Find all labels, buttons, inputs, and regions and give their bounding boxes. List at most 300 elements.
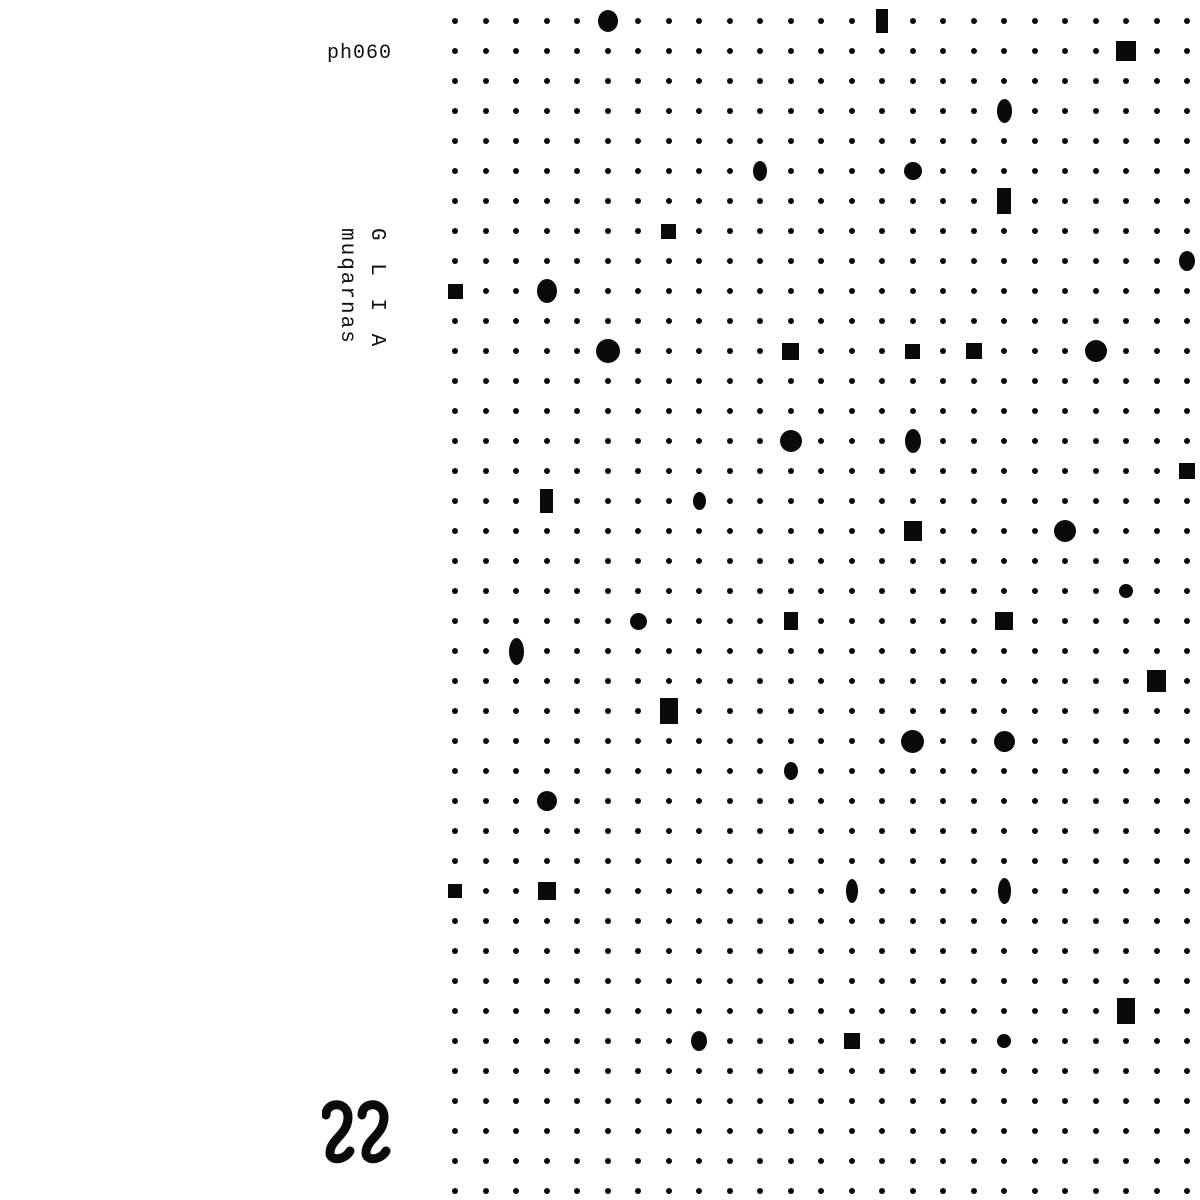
grid-dot (1062, 228, 1068, 234)
grid-dot (788, 288, 794, 294)
grid-dot (971, 1188, 977, 1194)
grid-dot (1123, 78, 1129, 84)
grid-dot (1123, 678, 1129, 684)
grid-dot (666, 78, 672, 84)
grid-dot (513, 18, 519, 24)
grid-dot (910, 228, 916, 234)
grid-dot (635, 228, 641, 234)
grid-dot (513, 228, 519, 234)
grid-dot (1093, 468, 1099, 474)
grid-dot (574, 138, 580, 144)
grid-dot (1123, 618, 1129, 624)
grid-dot (1032, 168, 1038, 174)
grid-dot (544, 168, 550, 174)
grid-dot (666, 18, 672, 24)
grid-dot (1154, 318, 1160, 324)
grid-dot (727, 18, 733, 24)
grid-dot (1093, 618, 1099, 624)
accent-square (997, 188, 1011, 214)
grid-dot (818, 1038, 824, 1044)
grid-dot (452, 858, 458, 864)
grid-dot (544, 408, 550, 414)
grid-dot (544, 348, 550, 354)
grid-dot (1093, 828, 1099, 834)
grid-dot (788, 1158, 794, 1164)
grid-dot (1093, 78, 1099, 84)
grid-dot (666, 318, 672, 324)
grid-dot (696, 378, 702, 384)
grid-dot (452, 168, 458, 174)
grid-dot (757, 588, 763, 594)
grid-dot (696, 798, 702, 804)
grid-dot (879, 168, 885, 174)
grid-dot (696, 318, 702, 324)
grid-dot (574, 378, 580, 384)
grid-dot (727, 318, 733, 324)
grid-dot (818, 558, 824, 564)
grid-dot (635, 558, 641, 564)
grid-dot (1062, 858, 1068, 864)
grid-dot (574, 708, 580, 714)
grid-dot (544, 528, 550, 534)
grid-dot (1062, 738, 1068, 744)
grid-dot (605, 558, 611, 564)
grid-dot (1062, 678, 1068, 684)
grid-dot (1062, 708, 1068, 714)
grid-dot (727, 978, 733, 984)
grid-dot (757, 288, 763, 294)
grid-dot (483, 798, 489, 804)
grid-dot (452, 318, 458, 324)
grid-dot (544, 228, 550, 234)
grid-dot (818, 678, 824, 684)
squiggle-logo (322, 1095, 412, 1165)
grid-dot (910, 408, 916, 414)
grid-dot (1154, 1038, 1160, 1044)
grid-dot (849, 1128, 855, 1134)
grid-dot (1032, 1158, 1038, 1164)
grid-dot (971, 708, 977, 714)
grid-dot (1001, 258, 1007, 264)
grid-dot (1032, 768, 1038, 774)
grid-dot (1001, 468, 1007, 474)
grid-dot (879, 1188, 885, 1194)
grid-dot (1184, 198, 1190, 204)
grid-dot (574, 918, 580, 924)
grid-dot (1062, 768, 1068, 774)
grid-dot (666, 738, 672, 744)
grid-dot (940, 828, 946, 834)
grid-dot (483, 918, 489, 924)
grid-dot (666, 48, 672, 54)
grid-dot (544, 1008, 550, 1014)
grid-dot (727, 1098, 733, 1104)
grid-dot (1123, 228, 1129, 234)
grid-dot (849, 978, 855, 984)
grid-dot (1154, 1188, 1160, 1194)
grid-dot (483, 558, 489, 564)
grid-dot (940, 348, 946, 354)
grid-dot (544, 708, 550, 714)
grid-dot (696, 468, 702, 474)
grid-dot (971, 798, 977, 804)
grid-dot (452, 1158, 458, 1164)
grid-dot (940, 78, 946, 84)
grid-dot (1123, 198, 1129, 204)
grid-dot (452, 468, 458, 474)
grid-dot (483, 738, 489, 744)
grid-dot (1062, 558, 1068, 564)
grid-dot (727, 948, 733, 954)
grid-dot (1032, 588, 1038, 594)
grid-dot (544, 438, 550, 444)
grid-dot (666, 468, 672, 474)
grid-dot (666, 798, 672, 804)
grid-dot (666, 1008, 672, 1014)
grid-dot (635, 378, 641, 384)
grid-dot (1123, 1128, 1129, 1134)
grid-dot (971, 18, 977, 24)
grid-dot (605, 768, 611, 774)
grid-dot (513, 48, 519, 54)
accent-ellipse (1179, 251, 1195, 271)
grid-dot (696, 138, 702, 144)
grid-dot (574, 288, 580, 294)
grid-dot (666, 768, 672, 774)
grid-dot (1001, 1158, 1007, 1164)
grid-dot (483, 888, 489, 894)
grid-dot (483, 1158, 489, 1164)
grid-dot (1154, 588, 1160, 594)
grid-dot (788, 258, 794, 264)
grid-dot (1093, 258, 1099, 264)
grid-dot (1032, 828, 1038, 834)
grid-dot (1093, 948, 1099, 954)
grid-dot (1001, 318, 1007, 324)
grid-dot (1184, 588, 1190, 594)
grid-dot (544, 948, 550, 954)
grid-dot (849, 1008, 855, 1014)
grid-dot (1123, 348, 1129, 354)
grid-dot (452, 618, 458, 624)
grid-dot (635, 288, 641, 294)
grid-dot (757, 378, 763, 384)
grid-dot (849, 1068, 855, 1074)
grid-dot (940, 678, 946, 684)
accent-dot (997, 1034, 1011, 1048)
grid-dot (544, 318, 550, 324)
grid-dot (574, 48, 580, 54)
grid-dot (727, 258, 733, 264)
grid-dot (666, 1098, 672, 1104)
grid-dot (818, 768, 824, 774)
grid-dot (940, 1068, 946, 1074)
grid-dot (1062, 1188, 1068, 1194)
grid-dot (1062, 18, 1068, 24)
accent-square (660, 698, 678, 724)
grid-dot (666, 858, 672, 864)
grid-dot (1001, 708, 1007, 714)
grid-dot (544, 828, 550, 834)
grid-dot (971, 768, 977, 774)
grid-dot (788, 138, 794, 144)
grid-dot (574, 1188, 580, 1194)
grid-dot (452, 648, 458, 654)
grid-dot (696, 168, 702, 174)
grid-dot (513, 768, 519, 774)
grid-dot (513, 1068, 519, 1074)
grid-dot (910, 288, 916, 294)
grid-dot (1184, 948, 1190, 954)
grid-dot (727, 1038, 733, 1044)
grid-dot (696, 348, 702, 354)
grid-dot (1154, 978, 1160, 984)
grid-dot (635, 768, 641, 774)
grid-dot (513, 948, 519, 954)
grid-dot (757, 978, 763, 984)
grid-dot (1154, 18, 1160, 24)
grid-dot (788, 408, 794, 414)
grid-dot (788, 48, 794, 54)
grid-dot (605, 528, 611, 534)
grid-dot (1032, 978, 1038, 984)
grid-dot (1154, 648, 1160, 654)
grid-dot (483, 678, 489, 684)
grid-dot (818, 1188, 824, 1194)
grid-dot (605, 678, 611, 684)
grid-dot (1032, 468, 1038, 474)
grid-dot (1154, 378, 1160, 384)
grid-dot (879, 288, 885, 294)
grid-dot (818, 528, 824, 534)
grid-dot (513, 828, 519, 834)
grid-dot (1001, 1188, 1007, 1194)
grid-dot (1154, 558, 1160, 564)
grid-dot (635, 1008, 641, 1014)
grid-dot (513, 888, 519, 894)
grid-dot (1123, 138, 1129, 144)
grid-dot (574, 948, 580, 954)
grid-dot (1032, 738, 1038, 744)
grid-dot (1001, 948, 1007, 954)
grid-dot (1062, 198, 1068, 204)
grid-dot (940, 168, 946, 174)
grid-dot (483, 438, 489, 444)
accent-square (995, 612, 1013, 630)
grid-dot (940, 288, 946, 294)
grid-dot (666, 1158, 672, 1164)
grid-dot (940, 1038, 946, 1044)
grid-dot (818, 888, 824, 894)
grid-dot (727, 768, 733, 774)
grid-dot (1184, 48, 1190, 54)
grid-dot (666, 528, 672, 534)
grid-dot (849, 378, 855, 384)
catalog-number: ph060 (327, 42, 393, 65)
grid-dot (1062, 648, 1068, 654)
grid-dot (635, 528, 641, 534)
grid-dot (1032, 438, 1038, 444)
grid-dot (910, 378, 916, 384)
grid-dot (666, 888, 672, 894)
accent-dot (904, 162, 922, 180)
grid-dot (727, 888, 733, 894)
grid-dot (971, 1008, 977, 1014)
grid-dot (879, 198, 885, 204)
grid-dot (483, 618, 489, 624)
grid-dot (1032, 318, 1038, 324)
grid-dot (757, 438, 763, 444)
grid-dot (910, 858, 916, 864)
grid-dot (666, 918, 672, 924)
grid-dot (849, 78, 855, 84)
grid-dot (544, 618, 550, 624)
grid-dot (1062, 78, 1068, 84)
grid-dot (1001, 408, 1007, 414)
grid-dot (483, 498, 489, 504)
grid-dot (879, 588, 885, 594)
grid-dot (696, 1158, 702, 1164)
grid-dot (483, 1128, 489, 1134)
grid-dot (544, 468, 550, 474)
grid-dot (605, 1038, 611, 1044)
grid-dot (788, 1068, 794, 1074)
grid-dot (788, 588, 794, 594)
grid-dot (1062, 138, 1068, 144)
grid-dot (452, 1188, 458, 1194)
grid-dot (666, 978, 672, 984)
grid-dot (1032, 138, 1038, 144)
grid-dot (513, 918, 519, 924)
grid-dot (727, 648, 733, 654)
grid-dot (1184, 648, 1190, 654)
grid-dot (696, 1068, 702, 1074)
grid-dot (605, 588, 611, 594)
grid-dot (1032, 408, 1038, 414)
grid-dot (910, 48, 916, 54)
grid-dot (1032, 678, 1038, 684)
grid-dot (849, 648, 855, 654)
grid-dot (605, 948, 611, 954)
grid-dot (483, 858, 489, 864)
grid-dot (818, 738, 824, 744)
grid-dot (513, 798, 519, 804)
grid-dot (574, 318, 580, 324)
grid-dot (1001, 288, 1007, 294)
grid-dot (788, 648, 794, 654)
grid-dot (513, 78, 519, 84)
grid-dot (818, 708, 824, 714)
accent-ellipse (509, 638, 524, 665)
grid-dot (452, 78, 458, 84)
grid-dot (1184, 678, 1190, 684)
grid-dot (1062, 408, 1068, 414)
accent-square (782, 343, 799, 360)
grid-dot (666, 1188, 672, 1194)
grid-dot (513, 978, 519, 984)
grid-dot (940, 1008, 946, 1014)
grid-dot (849, 618, 855, 624)
grid-dot (666, 258, 672, 264)
grid-dot (910, 498, 916, 504)
grid-dot (1093, 708, 1099, 714)
grid-dot (1093, 858, 1099, 864)
grid-dot (452, 18, 458, 24)
accent-ellipse (537, 279, 557, 303)
grid-dot (940, 978, 946, 984)
grid-dot (940, 888, 946, 894)
grid-dot (1123, 1068, 1129, 1074)
grid-dot (605, 708, 611, 714)
grid-dot (605, 138, 611, 144)
grid-dot (757, 858, 763, 864)
grid-dot (544, 108, 550, 114)
grid-dot (879, 498, 885, 504)
grid-dot (879, 258, 885, 264)
grid-dot (879, 678, 885, 684)
grid-dot (879, 348, 885, 354)
grid-dot (483, 1098, 489, 1104)
accent-square (538, 882, 556, 900)
grid-dot (1184, 78, 1190, 84)
grid-dot (910, 558, 916, 564)
grid-dot (1093, 168, 1099, 174)
grid-dot (1123, 978, 1129, 984)
grid-dot (788, 798, 794, 804)
grid-dot (452, 138, 458, 144)
grid-dot (452, 198, 458, 204)
grid-dot (788, 468, 794, 474)
grid-dot (849, 348, 855, 354)
grid-dot (574, 198, 580, 204)
grid-dot (1093, 1008, 1099, 1014)
grid-dot (1062, 798, 1068, 804)
grid-dot (910, 918, 916, 924)
grid-dot (910, 138, 916, 144)
grid-dot (849, 918, 855, 924)
grid-dot (971, 858, 977, 864)
grid-dot (971, 828, 977, 834)
grid-dot (940, 18, 946, 24)
grid-dot (788, 1098, 794, 1104)
grid-dot (757, 738, 763, 744)
grid-dot (940, 1188, 946, 1194)
grid-dot (940, 138, 946, 144)
grid-dot (1184, 318, 1190, 324)
grid-dot (788, 858, 794, 864)
grid-dot (452, 228, 458, 234)
grid-dot (788, 318, 794, 324)
grid-dot (879, 378, 885, 384)
grid-dot (971, 1098, 977, 1104)
grid-dot (483, 138, 489, 144)
grid-dot (971, 378, 977, 384)
grid-dot (757, 78, 763, 84)
grid-dot (574, 1128, 580, 1134)
grid-dot (727, 378, 733, 384)
grid-dot (1032, 1188, 1038, 1194)
grid-dot (940, 468, 946, 474)
grid-dot (788, 828, 794, 834)
grid-dot (940, 648, 946, 654)
grid-dot (849, 858, 855, 864)
grid-dot (483, 228, 489, 234)
grid-dot (849, 798, 855, 804)
grid-dot (940, 1158, 946, 1164)
grid-dot (666, 948, 672, 954)
grid-dot (818, 228, 824, 234)
grid-dot (666, 348, 672, 354)
